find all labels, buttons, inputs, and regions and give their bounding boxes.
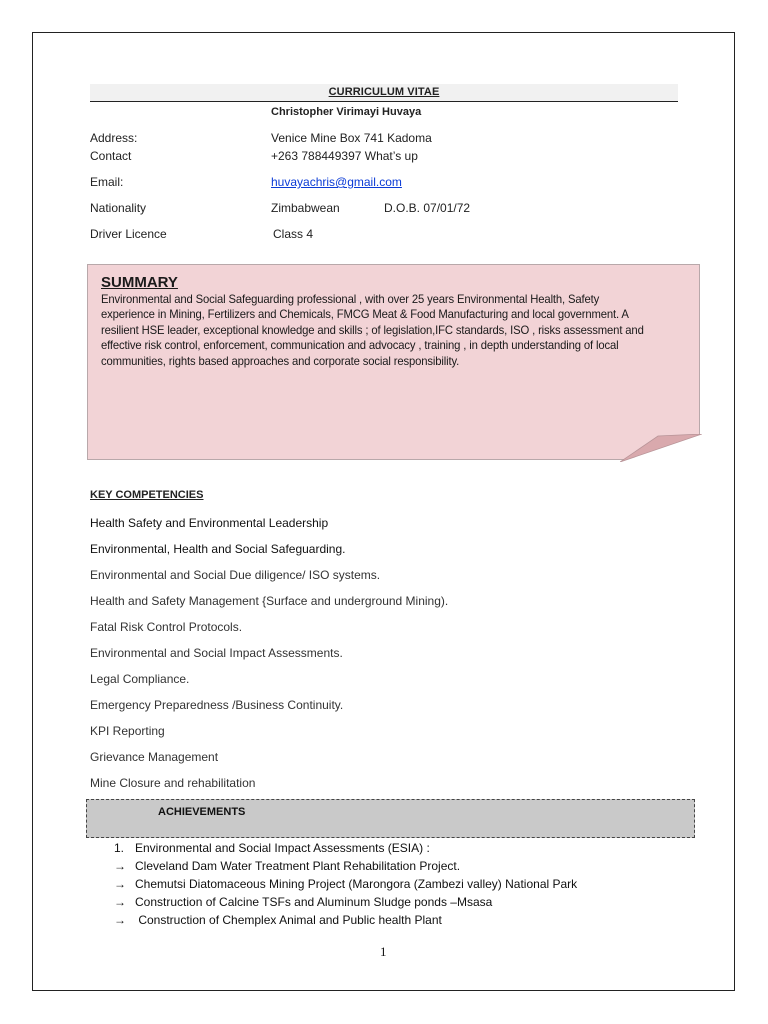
arrow-icon: → — [114, 859, 126, 873]
licence-label: Driver Licence — [90, 227, 167, 241]
arrow-icon: → — [114, 895, 126, 909]
competency-item: Health Safety and Environmental Leadership — [90, 516, 329, 530]
email-link[interactable]: huvayachris@gmail.com — [271, 175, 402, 189]
summary-text: Environmental and Social Safeguarding professional , with over 25 years Environmental Health, Safety experience in Mining, Fertilizers and Chemicals, FMCG Meat & Food Manufacturing and local government. A resilient HSE leader, exceptional knowledge and skills ; of legislation,IFC standards, ISO , risks assessment and effective risk control, enforcement, communication and advocacy , training , in depth understanding of local communities, rights based approaches and corporate social responsibility. — [101, 292, 644, 368]
summary-heading: SUMMARY — [101, 274, 178, 291]
achievement-item: Construction of Chemplex Animal and Public health Plant — [135, 913, 442, 927]
competency-item: Environmental, Health and Social Safeguarding. — [90, 542, 346, 556]
email-label: Email: — [90, 175, 124, 189]
achievement-item: Chemutsi Diatomaceous Mining Project (Marongora (Zambezi valley) National Park — [135, 877, 578, 891]
address-value: Venice Mine Box 741 Kadoma — [271, 131, 432, 145]
nationality-label: Nationality — [90, 201, 147, 215]
achievements-heading: ACHIEVEMENTS — [158, 806, 246, 818]
achievement-numbered-item: Environmental and Social Impact Assessments (ESIA) : — [135, 841, 430, 855]
achievements-box — [86, 799, 695, 838]
address-label: Address: — [90, 131, 138, 145]
competency-item: Health and Safety Management {Surface and underground Mining). — [90, 594, 449, 608]
arrow-icon: → — [114, 877, 126, 891]
competency-item: KPI Reporting — [90, 724, 165, 738]
competency-item: Emergency Preparedness /Business Continuity. — [90, 698, 344, 712]
achievement-item: Cleveland Dam Water Treatment Plant Rehabilitation Project. — [135, 859, 461, 873]
dob-value: D.O.B. 07/01/72 — [384, 201, 471, 215]
arrow-icon: → — [114, 913, 126, 927]
contact-label: Contact — [90, 149, 132, 163]
key-competencies-heading: KEY COMPETENCIES — [90, 489, 204, 501]
licence-value: Class 4 — [273, 227, 314, 241]
contact-value: +263 788449397 What’s up — [271, 149, 418, 163]
achievement-item: Construction of Calcine TSFs and Aluminum Sludge ponds –Msasa — [135, 895, 493, 909]
candidate-name: Christopher Virimayi Huvaya — [271, 106, 422, 118]
list-number: 1. — [114, 841, 125, 855]
competency-item: Fatal Risk Control Protocols. — [90, 620, 243, 634]
competency-item: Environmental and Social Due diligence/ ISO systems. — [90, 568, 381, 582]
page-number: 1 — [380, 944, 387, 959]
competency-item: Environmental and Social Impact Assessments. — [90, 646, 343, 660]
document-title: CURRICULUM VITAE — [328, 86, 440, 98]
competency-item: Legal Compliance. — [90, 672, 190, 686]
page-curl-decoration — [620, 434, 702, 462]
nationality-value: Zimbabwean — [271, 201, 340, 215]
competency-item: Grievance Management — [90, 750, 219, 764]
competency-item: Mine Closure and rehabilitation — [90, 776, 256, 790]
